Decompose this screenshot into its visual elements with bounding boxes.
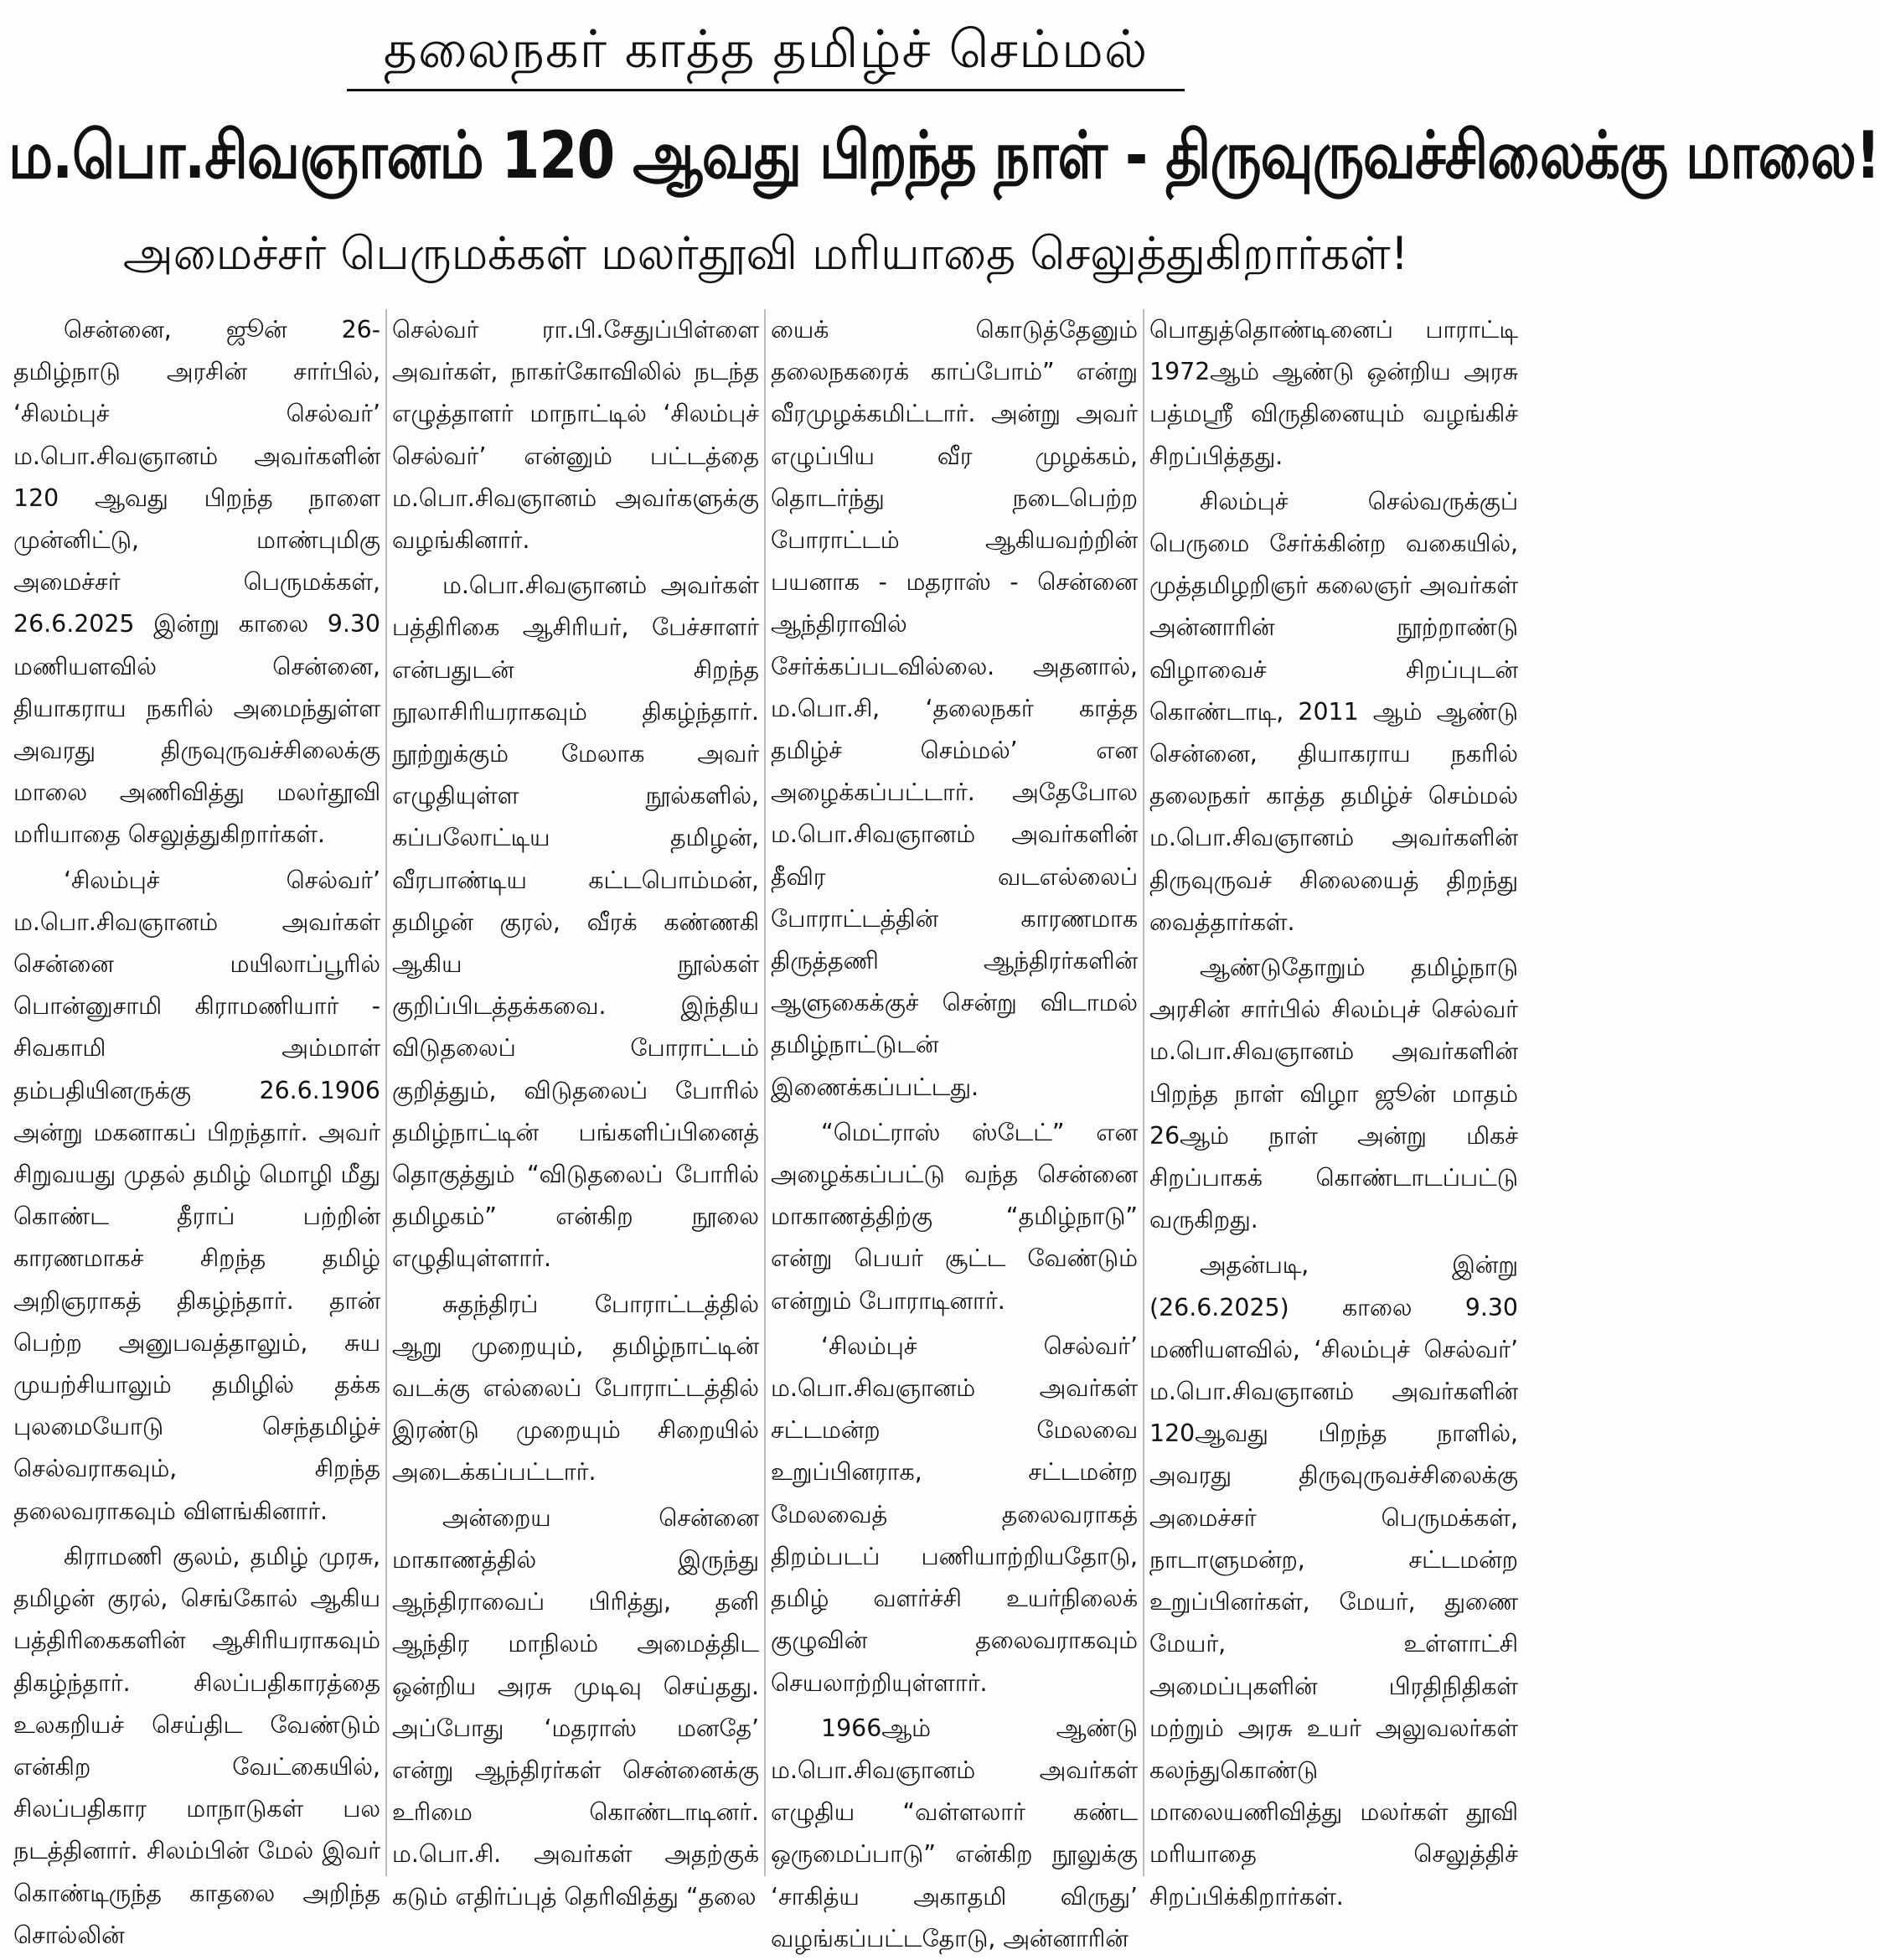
paragraph: கிராமணி குலம், தமிழ் முரசு, தமிழன் குரல், செங்கோல் ஆகிய பத்திரிகைகளின் ஆசிரியராகவும் திகழ்ந்தார். சிலப்பதிகாரத்தை உலகறியச் செய்திட வேண்டும் என்கிற வேட்கையில், சிலப்பதிகார மாநாடுகள் பல நடத்தினார். சிலம்பின் மேல் இவர் கொண்டிருந்த காதலை அறிந்த சொல்லின் — [13, 1542, 380, 1949]
paragraph: ‘சிலம்புச் செல்வர்’ ம.பொ.சிவஞானம் அவர்கள் சட்டமன்ற மேலவை உறுப்பினராக, சட்டமன்ற மேலவைத் தலைவராகத் திறம்படப் பணியாற்றியதோடு, தமிழ் வளர்ச்சி உயர்நிலைக் குழுவின் தலைவராகவும் செயலாற்றியுள்ளார். — [771, 1332, 1138, 1697]
paragraph: சுதந்திரப் போராட்டத்தில் ஆறு முறையும், தமிழ்நாட்டின் வடக்கு எல்லைப் போராட்டத்தில் இரண்டு முறையும் சிறையில் அடைக்கப்பட்டார். — [392, 1290, 759, 1487]
paragraph: 1966ஆம் ஆண்டு ம.பொ.சிவஞானம் அவர்கள் எழுதிய “வள்ளலார் கண்ட ஒருமைப்பாடு” என்கிற நூலுக்கு ‘சாகித்ய அகாதமி விருது’ வழங்கப்பட்டதோடு, அன்னாரின் — [771, 1714, 1138, 1952]
paragraph: அன்றைய சென்னை மாகாணத்தில் இருந்து ஆந்திராவைப் பிரித்து, தனி ஆந்திர மாநிலம் அமைத்திட ஒன்றிய அரசு முடிவு செய்தது. அப்போது ‘மதராஸ் மனதே’ என்று ஆந்திரர்கள் சென்னைக்கு உரிமை கொண்டாடினர். ம.பொ.சி. அவர்கள் அதற்குக் கடும் எதிர்ப்புத் தெரிவித்து “தலை — [392, 1503, 759, 1911]
column-4 — [1144, 309, 1523, 1911]
paragraph: சென்னை, ஜூன் 26- தமிழ்நாடு அரசின் சார்பில், ‘சிலம்புச் செல்வர்’ ம.பொ.சிவஞானம் அவர்களின் 120 ஆவது பிறந்த நாளை முன்னிட்டு, மாண்புமிகு அமைச்சர் பெருமக்கள், 26.6.2025 இன்று காலை 9.30 மணியளவில் சென்னை, தியாகராய நகரில் அமைந்துள்ள அவரது திருவுருவச்சிலைக்கு மாலை அணிவித்து மலர்தூவி மரியாதை செலுத்துகிறார்கள். — [13, 316, 380, 849]
paragraph: ‘சிலம்புச் செல்வர்’ ம.பொ.சிவஞானம் அவர்கள் சென்னை மயிலாப்பூரில் பொன்னுசாமி கிராமணியார் - சிவகாமி அம்மாள் தம்பதியினருக்கு 26.6.1906 அன்று மகனாகப் பிறந்தார். அவர் சிறுவயது முதல் தமிழ் மொழி மீது கொண்ட தீராப் பற்றின் காரணமாகச் சிறந்த தமிழ் அறிஞராகத் திகழ்ந்தார். தான் பெற்ற அனுபவத்தாலும், சுய முயற்சியாலும் தமிழில் தக்க புலமையோடு செந்தமிழ்ச் செல்வராகவும், சிறந்த தலைவராகவும் விளங்கினார். — [13, 866, 380, 1525]
paragraph: அதன்படி, இன்று (26.6.2025) காலை 9.30 மணியளவில், ‘சிலம்புச் செல்வர்’ ம.பொ.சிவஞானம் அவர்களின் 120ஆவது பிறந்த நாளில், அவரது திருவுருவச்சிலைக்கு அமைச்சர் பெருமக்கள், நாடாளுமன்ற, சட்டமன்ற உறுப்பினர்கள், மேயர், துணை மேயர், உள்ளாட்சி அமைப்புகளின் பிரதிநிதிகள் மற்றும் அரசு உயர் அலுவலர்கள் கலந்துகொண்டு மாலையணிவித்து மலர்கள் தூவி மரியாதை செலுத்திச் சிறப்பிக்கிறார்கள். — [1149, 1251, 1518, 1911]
column-2 — [387, 309, 766, 1911]
paragraph: ம.பொ.சிவஞானம் அவர்கள் பத்திரிகை ஆசிரியர், பேச்சாளர் என்பதுடன் சிறந்த நூலாசிரியராகவும் திகழ்ந்தார். நூற்றுக்கும் மேலாக அவர் எழுதியுள்ள நூல்களில், கப்பலோட்டிய தமிழன், வீரபாண்டிய கட்டபொம்மன், தமிழன் குரல், வீரக் கண்ணகி ஆகிய நூல்கள் குறிப்பிடத்தக்கவை. இந்திய விடுதலைப் போராட்டம் குறித்தும், விடுதலைப் போரில் தமிழ்நாட்டின் பங்களிப்பினைத் தொகுத்தும் “விடுதலைப் போரில் தமிழகம்” என்கிற நூலை எழுதியுள்ளார். — [392, 571, 759, 1273]
paragraph: செல்வர் ரா.பி.சேதுப்பிள்ளை அவர்கள், நாகர்கோவிலில் நடந்த எழுத்தாளர் மாநாட்டில் ‘சிலம்புச் செல்வர்’ என்னும் பட்டத்தை ம.பொ.சிவஞானம் அவர்களுக்கு வழங்கினார். — [392, 316, 759, 555]
paragraph: சிலம்புச் செல்வருக்குப் பெருமை சேர்க்கின்ற வகையில், முத்தமிழறிஞர் கலைஞர் அவர்கள் அன்னாரின் நூற்றாண்டு விழாவைச் சிறப்புடன் கொண்டாடி, 2011 ஆம் ஆண்டு சென்னை, தியாகராய நகரில் தலைநகர் காத்த தமிழ்ச் செம்மல் ம.பொ.சிவஞானம் அவர்களின் திருவுருவச் சிலையைத் திறந்து வைத்தார்கள். — [1149, 487, 1518, 936]
headline: ம.பொ.சிவஞானம் 120 ஆவது பிறந்த நாள் - திருவுருவச்சிலைக்கு மாலை! — [8, 116, 1880, 194]
paragraph: யைக் கொடுத்தேனும் தலைநகரைக் காப்போம்” என்று வீரமுழக்கமிட்டார். அன்று அவர் எழுப்பிய வீர முழக்கம், தொடர்ந்து நடைபெற்ற போராட்டம் ஆகியவற்றின் பயனாக - மதராஸ் - சென்னை ஆந்திராவில் சேர்க்கப்படவில்லை. அதனால், ம.பொ.சி, ‘தலைநகர் காத்த தமிழ்ச் செம்மல்’ என அழைக்கப்பட்டார். அதேபோல ம.பொ.சிவஞானம் அவர்களின் தீவிர வடஎல்லைப் போராட்டத்தின் காரணமாக திருத்தணி ஆந்திரர்களின் ஆளுகைக்குச் சென்று விடாமல் தமிழ்நாட்டுடன் இணைக்கப்பட்டது. — [771, 316, 1138, 1101]
paragraph: பொதுத்தொண்டினைப் பாராட்டி 1972ஆம் ஆண்டு ஒன்றிய அரசு பத்மஸ்ரீ விருதினையும் வழங்கிச் சிறப்பித்தது. — [1149, 316, 1518, 470]
article-body — [8, 309, 1523, 1952]
subheadline: அமைச்சர் பெருமக்கள் மலர்தூவி மரியாதை செலுத்துகிறார்கள்! — [122, 227, 1409, 280]
column-3 — [766, 309, 1144, 1952]
kicker-title: தலைநகர் காத்த தமிழ்ச் செம்மல் — [347, 15, 1185, 91]
paragraph: ஆண்டுதோறும் தமிழ்நாடு அரசின் சார்பில் சிலம்புச் செல்வர் ம.பொ.சிவஞானம் அவர்களின் பிறந்த நாள் விழா ஜூன் மாதம் 26ஆம் நாள் அன்று மிகச் சிறப்பாகக் கொண்டாடப்பட்டு வருகிறது. — [1149, 954, 1518, 1234]
paragraph: “மெட்ராஸ் ஸ்டேட்” என அழைக்கப்பட்டு வந்த சென்னை மாகாணத்திற்கு “தமிழ்நாடு” என்று பெயர் சூட்ட வேண்டும் என்றும் போராடினார். — [771, 1118, 1138, 1315]
column-1 — [8, 309, 387, 1949]
